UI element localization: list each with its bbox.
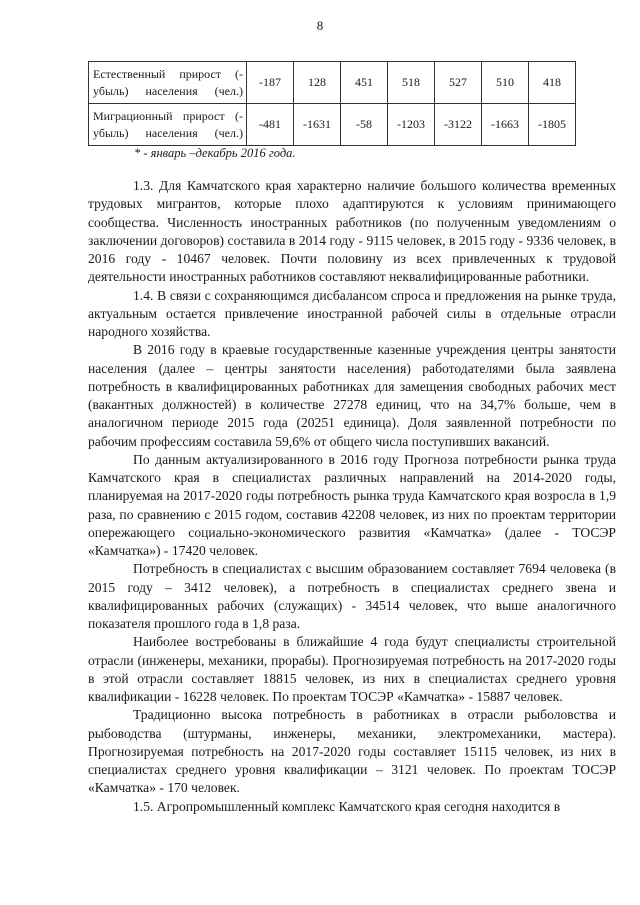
paragraph: Традиционно высока потребность в работниках в отрасли рыболовства и рыбоводства (штурманы, инженеры, механики, электромеханики, мастера). Прогнозируемая потребность на 2017-2020 годы составляет 15115 человек, из них в специалистах среднего уровня квалификации – 3121 человек. По проектам ТОСЭР «Камчатка» - 170 человек. <box>88 707 616 796</box>
table-cell: -58 <box>341 104 388 146</box>
paragraph: Наиболее востребованы в ближайшие 4 года будут специалисты строительной отрасли (инженеры, механики, прорабы). Прогнозируемая потребность на 2017-2020 годы в этой отрасли составляет 18815 человек, из них в специалистах среднего уровня квалификации - 16228 человек. По проектам ТОСЭР «Камчатка» - 15887 человек. <box>88 634 616 704</box>
table-cell: 418 <box>529 62 576 104</box>
document-body <box>88 177 616 816</box>
paragraph: Потребность в специалистах с высшим образованием составляет 7694 человека (в 2015 году – 3412 человек), а потребность в специалистах среднего звена и квалифицированных рабочих (служащих) - 34514 человек, что выше аналогичного показателя прошлого года в 1,8 раза. <box>88 561 616 631</box>
paragraph: 1.4. В связи с сохраняющимся дисбалансом спроса и предложения на рынке труда, актуальным остается привлечение иностранной рабочей силы в отдельные отрасли народного хозяйства. <box>88 287 616 339</box>
table-cell: -1631 <box>294 104 341 146</box>
table-cell: -3122 <box>435 104 482 146</box>
table-row <box>89 104 576 146</box>
table-cell: -1203 <box>388 104 435 146</box>
table-cell: 527 <box>435 62 482 104</box>
table-cell: 451 <box>341 62 388 104</box>
population-table <box>88 61 576 146</box>
row-label: Естественный прирост (- убыль) населения (чел.) <box>89 62 247 104</box>
table-row <box>89 62 576 104</box>
table-cell: -187 <box>247 62 294 104</box>
table-cell: 128 <box>294 62 341 104</box>
table-cell: 518 <box>388 62 435 104</box>
table-footnote: * - январь –декабрь 2016 года. <box>134 146 296 160</box>
paragraph: По данным актуализированного в 2016 году Прогноза потребности рынка труда Камчатского края в специалистах различных направлений на 2014-2020 годы, планируемая на 2017-2020 годы потребность рынка труда Камчатского края возросла в 1,9 раза, по сравнению с 2015 годом, составив 42208 человек, из них по проектам территории опережающего социально-экономического развития «Камчатка» (далее - ТОСЭР «Камчатка») - 17420 человек. <box>88 451 616 558</box>
table-cell: 510 <box>482 62 529 104</box>
row-label: Миграционный прирост (- убыль) населения (чел.) <box>89 104 247 146</box>
page-number: 8 <box>316 18 324 33</box>
paragraph: В 2016 году в краевые государственные казенные учреждения центры занятости населения (далее – центры занятости населения) работодателями была заявлена потребность в квалифицированных работниках для замещения свободных рабочих мест (вакантных должностей) в количестве 27278 единиц, что на 34,7% больше, чем в аналогичном периоде 2015 года (20251 единица). Доля заявленной потребности по рабочим профессиям составила 59,6% от общего числа поступивших вакансий. <box>88 342 616 449</box>
table-cell: -481 <box>247 104 294 146</box>
paragraph: 1.3. Для Камчатского края характерно наличие большого количества временных трудовых мигрантов, которые плохо адаптируются к условиям принимающего сообщества. Численность иностранных работников (по полученным уведомлениям о заключении договоров) составила в 2014 году - 9115 человек, в 2015 году - 9336 человек, в 2016 году - 10467 человек. Почти половину из всех привлеченных к трудовой деятельности иностранных работников составляют неквалифицированные работники. <box>88 178 616 285</box>
paragraph: 1.5. Агропромышленный комплекс Камчатского края сегодня находится в <box>133 798 561 814</box>
table-cell: -1805 <box>529 104 576 146</box>
table-cell: -1663 <box>482 104 529 146</box>
